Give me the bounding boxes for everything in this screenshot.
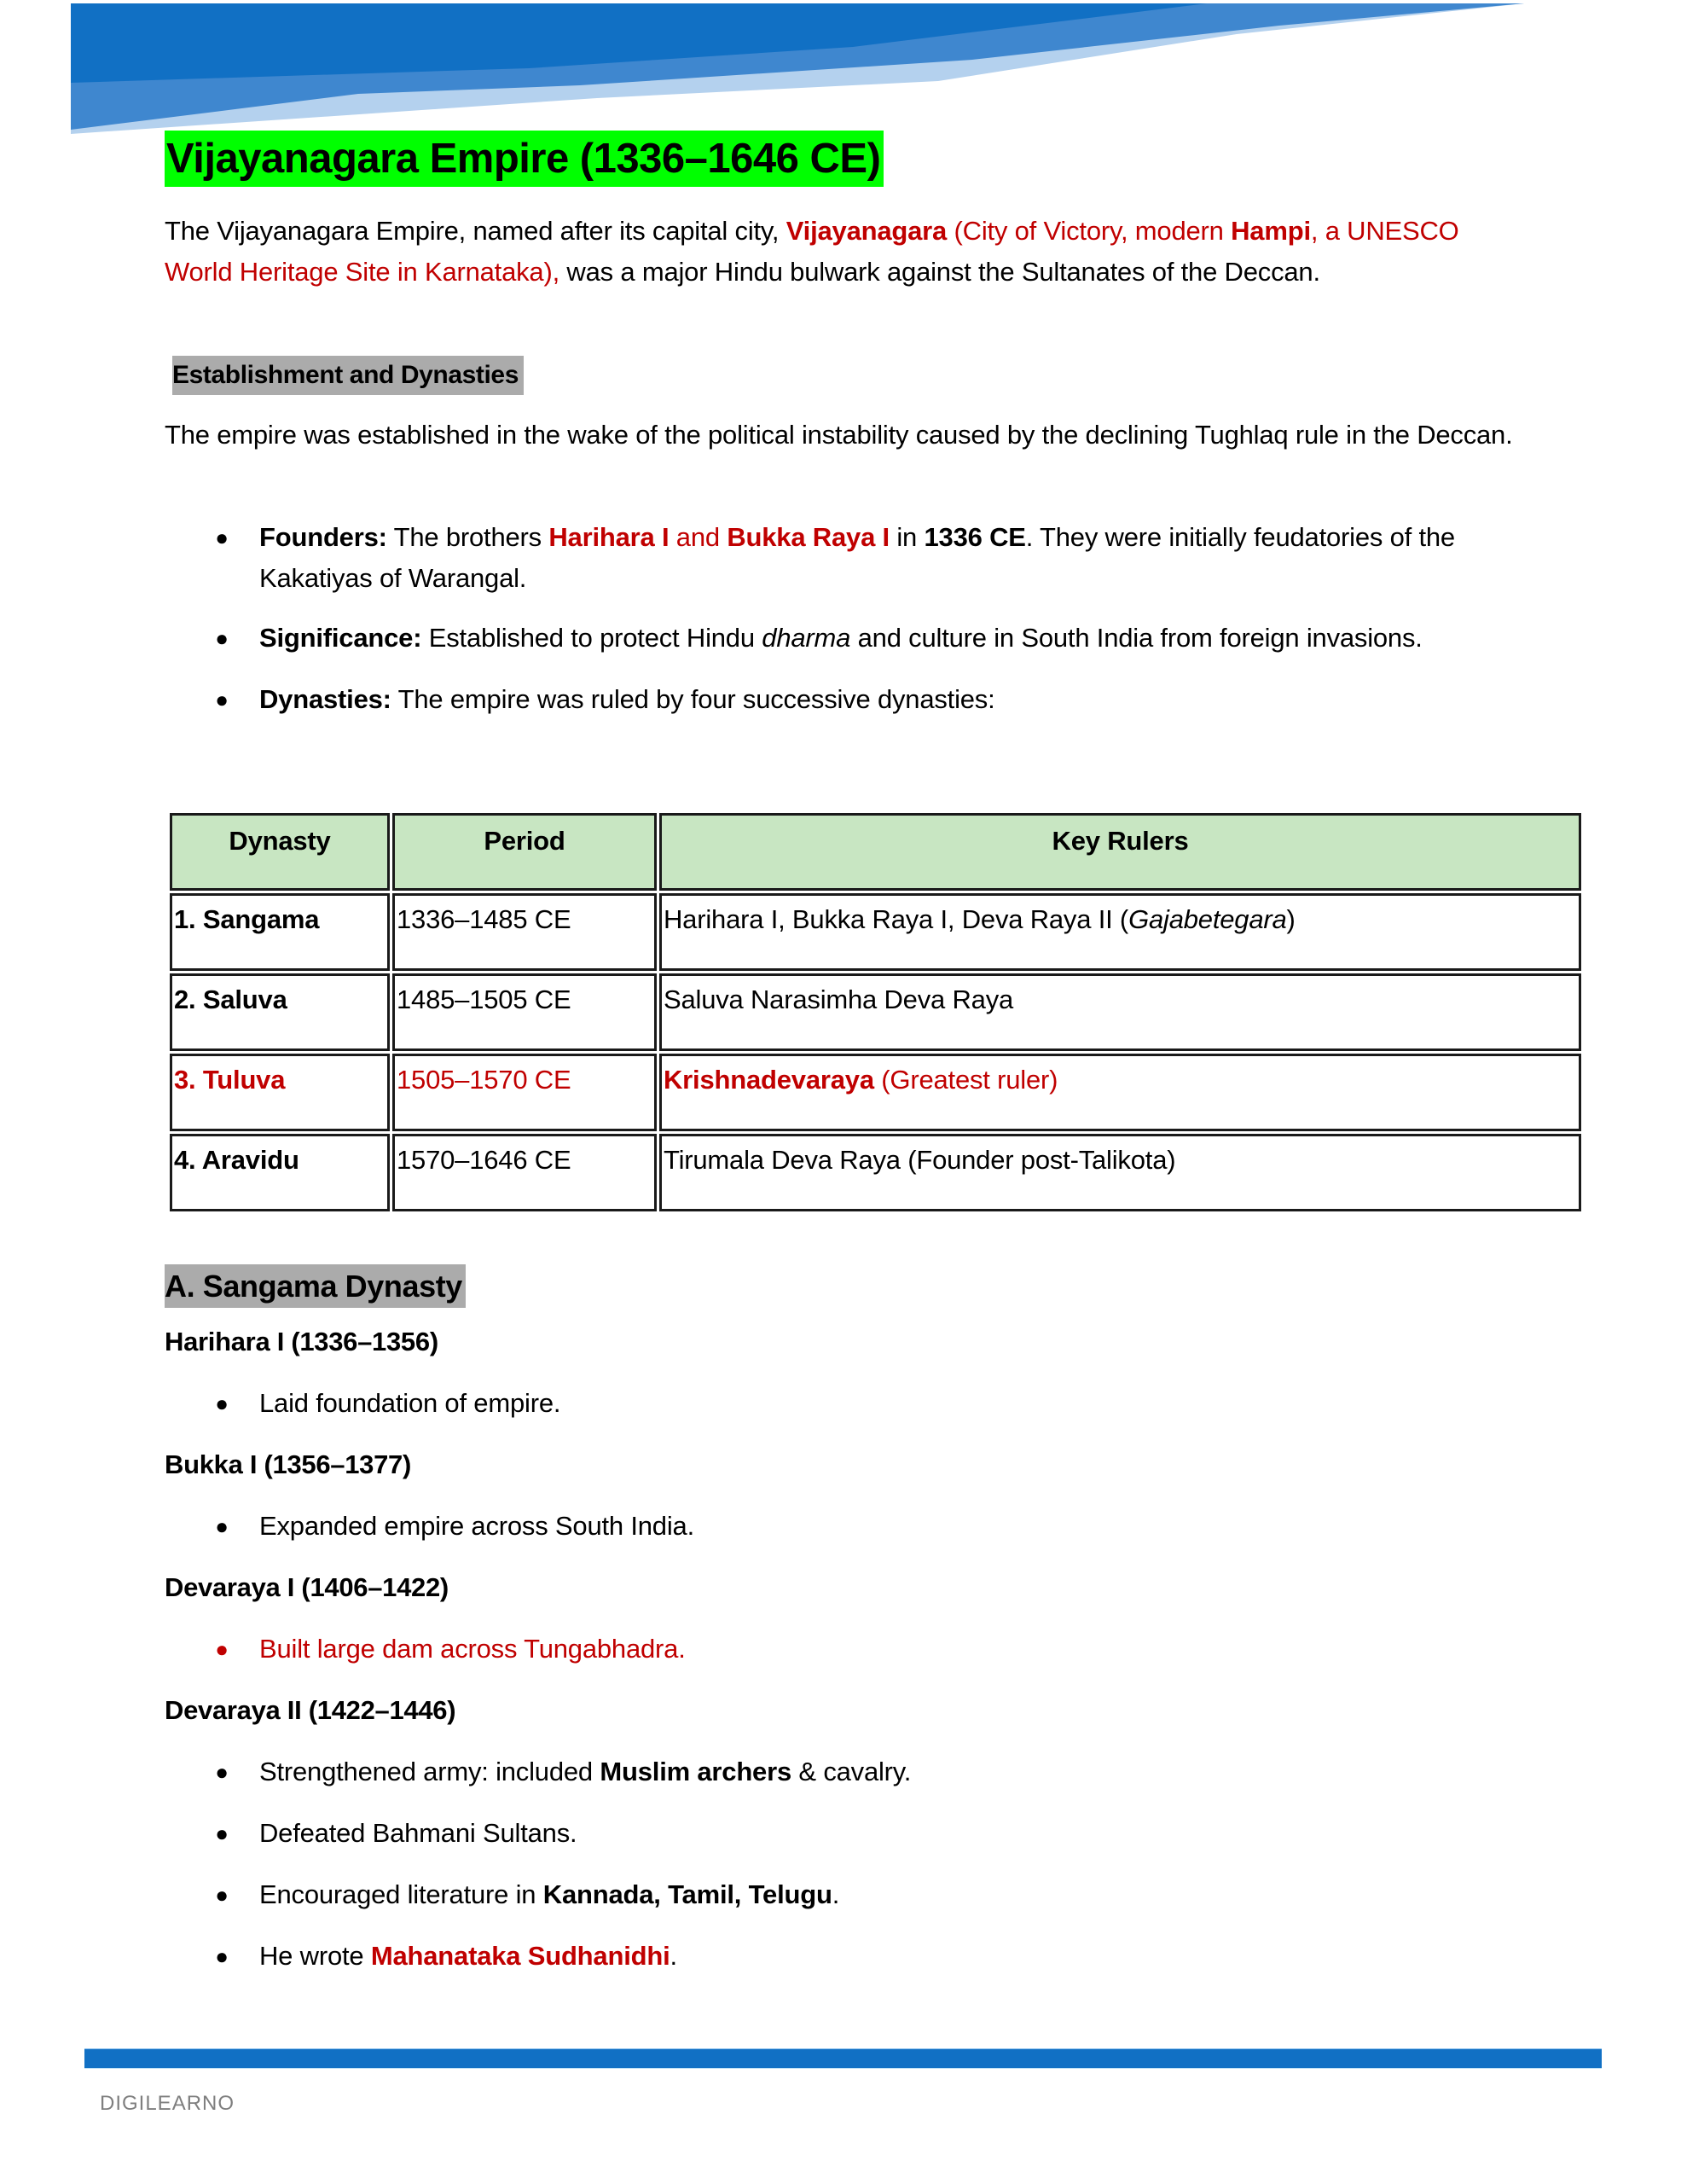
bullet-icon: ● (215, 625, 229, 651)
bullet-label: Dynasties: (259, 684, 391, 714)
cell-rulers (659, 1054, 1581, 1131)
bullet-emphasis: dharma (762, 623, 851, 653)
bullet-label: Founders: (259, 522, 387, 552)
founding-year: 1336 CE (924, 522, 1026, 552)
bullet-text: Strengthened army: included (259, 1757, 600, 1786)
table-row (170, 893, 1581, 971)
bullet-text: in (889, 522, 925, 552)
section-heading-establishment: Establishment and Dynasties (172, 356, 524, 395)
establishment-paragraph: The empire was established in the wake of the political instability caused by the declining Tughlaq rule in the Deccan. (165, 420, 1513, 450)
founder-name: Bukka Raya I (727, 522, 890, 552)
bullet-icon: ● (215, 1391, 229, 1416)
column-header-period: Period (392, 813, 657, 891)
bullet-label: Significance: (259, 623, 422, 653)
table-header-row (170, 813, 1581, 891)
ruler-heading-devaraya-1: Devaraya I (1406–1422) (165, 1572, 449, 1602)
bullet-text: He wrote (259, 1941, 371, 1971)
bullet-icon: ● (215, 1636, 229, 1662)
bullet-emphasis: Muslim archers (600, 1757, 792, 1786)
cell-rulers: Saluva Narasimha Deva Raya (659, 973, 1581, 1051)
cell-period: 1505–1570 CE (392, 1054, 657, 1131)
ruler-heading-devaraya-2: Devaraya II (1422–1446) (165, 1695, 456, 1725)
table-row (170, 1134, 1581, 1211)
intro-paragraph (165, 211, 1529, 293)
rulers-text: (Greatest ruler) (873, 1065, 1058, 1095)
header-wave-banner (0, 0, 1687, 145)
bullet-text: Encouraged literature in (259, 1879, 543, 1909)
rulers-text: Harihara I, Bukka Raya I, Deva Raya II ( (664, 904, 1129, 934)
ruler-heading-harihara: Harihara I (1336–1356) (165, 1327, 438, 1356)
cell-dynasty: 3. Tuluva (170, 1054, 390, 1131)
footer-bar (84, 2049, 1602, 2068)
bullet-text: . They were initially feudatories of the Kakatiyas of Warangal. (259, 522, 1455, 593)
intro-hampi: Hampi (1231, 216, 1311, 246)
bullet-text: Expanded empire across South India. (259, 1511, 694, 1541)
table-row (170, 973, 1581, 1051)
column-header-key-rulers: Key Rulers (659, 813, 1581, 891)
dynasty-table (167, 810, 1584, 1214)
cell-dynasty: 2. Saluva (170, 973, 390, 1051)
table-row-highlighted (170, 1054, 1581, 1131)
rulers-title: Gajabetegara (1128, 904, 1287, 934)
bullet-text: Established to protect Hindu (421, 623, 762, 653)
bullet-text: & cavalry. (791, 1757, 912, 1786)
bullet-icon: ● (215, 525, 229, 550)
cell-rulers (659, 893, 1581, 971)
section-heading-sangama: A. Sangama Dynasty (165, 1264, 466, 1308)
founder-name: Harihara I (548, 522, 670, 552)
work-title: Mahanataka Sudhanidhi (370, 1941, 670, 1971)
bullet-text: The brothers (386, 522, 549, 552)
bullet-text: . (670, 1941, 677, 1971)
bullet-emphasis: Kannada, Tamil, Telugu (542, 1879, 832, 1909)
rulers-name: Krishnadevaraya (664, 1065, 874, 1095)
rulers-text: ) (1286, 904, 1296, 934)
bullet-text: and culture in South India from foreign invasions. (850, 623, 1423, 653)
cell-period: 1336–1485 CE (392, 893, 657, 971)
cell-period: 1570–1646 CE (392, 1134, 657, 1211)
bullet-text: . (832, 1879, 840, 1909)
cell-dynasty: 1. Sangama (170, 893, 390, 971)
bullet-icon: ● (215, 1759, 229, 1785)
cell-rulers: Tirumala Deva Raya (Founder post-Talikota) (659, 1134, 1581, 1211)
cell-dynasty: 4. Aravidu (170, 1134, 390, 1211)
bullet-icon: ● (215, 687, 229, 712)
bullet-text: Laid foundation of empire. (259, 1388, 561, 1418)
page-title: Vijayanagara Empire (1336–1646 CE) (165, 131, 884, 187)
ruler-heading-bukka: Bukka I (1356–1377) (165, 1449, 411, 1479)
bullet-text: The empire was ruled by four successive dynasties: (391, 684, 995, 714)
footer-brand: DIGILEARNO (100, 2092, 235, 2115)
bullet-text: and (669, 522, 728, 552)
intro-text: The Vijayanagara Empire, named after its capital city, (165, 216, 786, 246)
bullet-icon: ● (215, 1943, 229, 1969)
bullet-text: Defeated Bahmani Sultans. (259, 1818, 577, 1848)
intro-capital-desc: (City of Victory, modern (947, 216, 1232, 246)
bullet-text: Built large dam across Tungabhadra. (259, 1634, 686, 1664)
bullet-icon: ● (215, 1821, 229, 1846)
bullet-icon: ● (215, 1882, 229, 1908)
cell-period: 1485–1505 CE (392, 973, 657, 1051)
intro-capital-name: Vijayanagara (786, 216, 948, 246)
column-header-dynasty: Dynasty (170, 813, 390, 891)
intro-text-end: was a major Hindu bulwark against the Sultanates of the Deccan. (559, 257, 1320, 287)
bullet-icon: ● (215, 1513, 229, 1539)
intro-unesco: , a UNESCO World Heritage Site in Karnataka), (165, 216, 1459, 287)
